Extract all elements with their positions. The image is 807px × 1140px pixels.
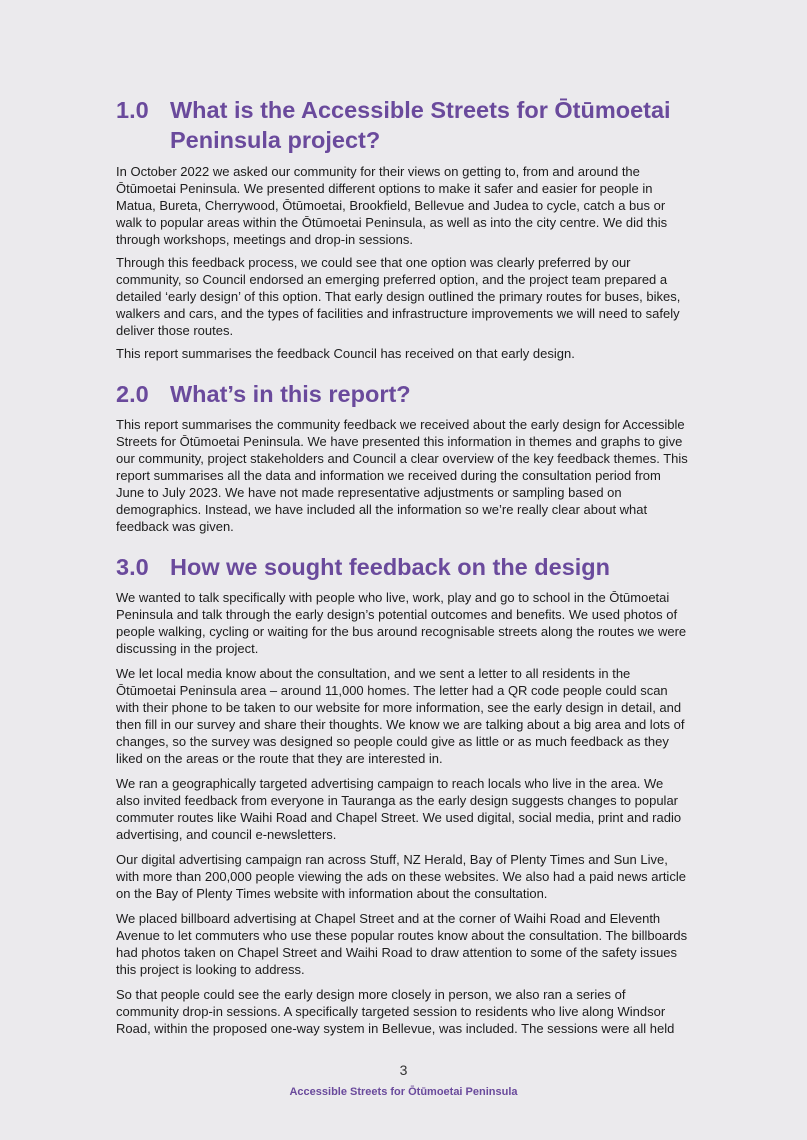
paragraph: Through this feedback process, we could see that one option was clearly preferred by our community, so Council endorsed an emerging preferred option, and the project team prepared a detailed ‘early design’ of this option. That early design outlined the primary routes for buses, bikes, walkers and cars, and the types of facilities and infrastructure improvements we will need to safely deliver those routes. [116,255,681,338]
section-number: 3.0 [116,554,149,580]
paragraph: Our digital advertising campaign ran across Stuff, NZ Herald, Bay of Plenty Times and Sun Live, with more than 200,000 people viewing the ads on these websites. We also had a paid news article on the Bay of Plenty Times website with information about the consultation. [116,852,686,901]
section-heading [116,379,689,409]
section-title: What is the Accessible Streets for Ōtūmoetai Peninsula project? [170,97,671,153]
page-number: 3 [399,1062,408,1078]
section-number: 1.0 [116,97,149,123]
paragraph: We wanted to talk specifically with people who live, work, play and go to school in the Ōtūmoetai Peninsula and talk through the early design’s potential outcomes and benefits. We used photos of people walking, cycling or waiting for the bus around recognisable streets along the routes we were discussing in the project. [116,590,687,656]
section-heading [116,552,689,582]
paragraph: We placed billboard advertising at Chapel Street and at the corner of Waihi Road and Eleventh Avenue to let commuters who use these popular routes know about the consultation. The billboards had photos taken on Chapel Street and Waihi Road to draw attention to some of the safety issues this project is looking to address. [116,911,688,977]
section-report-contents [116,379,689,535]
section-project-overview [116,95,689,362]
paragraph: In October 2022 we asked our community for their views on getting to, from and around the Ōtūmoetai Peninsula. We presented different options to make it safer and easier for people in Matua, Bureta, Cherrywood, Ōtūmoetai, Brookfield, Bellevue and Judea to cycle, catch a bus or walk to popular areas within the Ōtūmoetai Peninsula, as well as into the city centre. We did this through workshops, meetings and drop-in sessions. [116,164,668,247]
footer-document-title: Accessible Streets for Ōtūmoetai Peninsula [289,1086,518,1098]
section-number: 2.0 [116,381,149,407]
paragraph: We let local media know about the consultation, and we sent a letter to all residents in the Ōtūmoetai Peninsula area – around 11,000 homes. The letter had a QR code people could scan with their phone to be taken to our website for more information, see the early design in detail, and then fill in our survey and share their thoughts. We know we are talking about a big area and lots of changes, so the survey was designed so people could give as little or as much feedback as they liked on the areas or the route that they are interested in. [116,666,685,766]
section-feedback-methods [116,552,689,1037]
section-heading [116,95,689,155]
paragraph: This report summarises the community feedback we received about the early design for Accessible Streets for Ōtūmoetai Peninsula. We have presented this information in themes and graphs to give our community, project stakeholders and Council a clear overview of the key feedback themes. This report summarises all the data and information we received during the consultation period from June to July 2023. We have not made representative adjustments or sampling based on demographics. Instead, we have included all the information so we’re really clear about what feedback was given. [116,417,688,534]
section-title: How we sought feedback on the design [170,554,611,580]
paragraph: So that people could see the early design more closely in person, we also ran a series of community drop-in sessions. A specifically targeted session to residents who live along Windsor Road, within the proposed one-way system in Bellevue, was included. The sessions were all held [116,987,675,1036]
section-title: What’s in this report? [170,381,411,407]
paragraph: This report summarises the feedback Council has received on that early design. [116,346,575,361]
paragraph: We ran a geographically targeted advertising campaign to reach locals who live in the area. We also invited feedback from everyone in Tauranga as the early design suggests changes to popular commuter routes like Waihi Road and Chapel Street. We used digital, social media, print and radio advertising, and council e-newsletters. [116,776,682,842]
